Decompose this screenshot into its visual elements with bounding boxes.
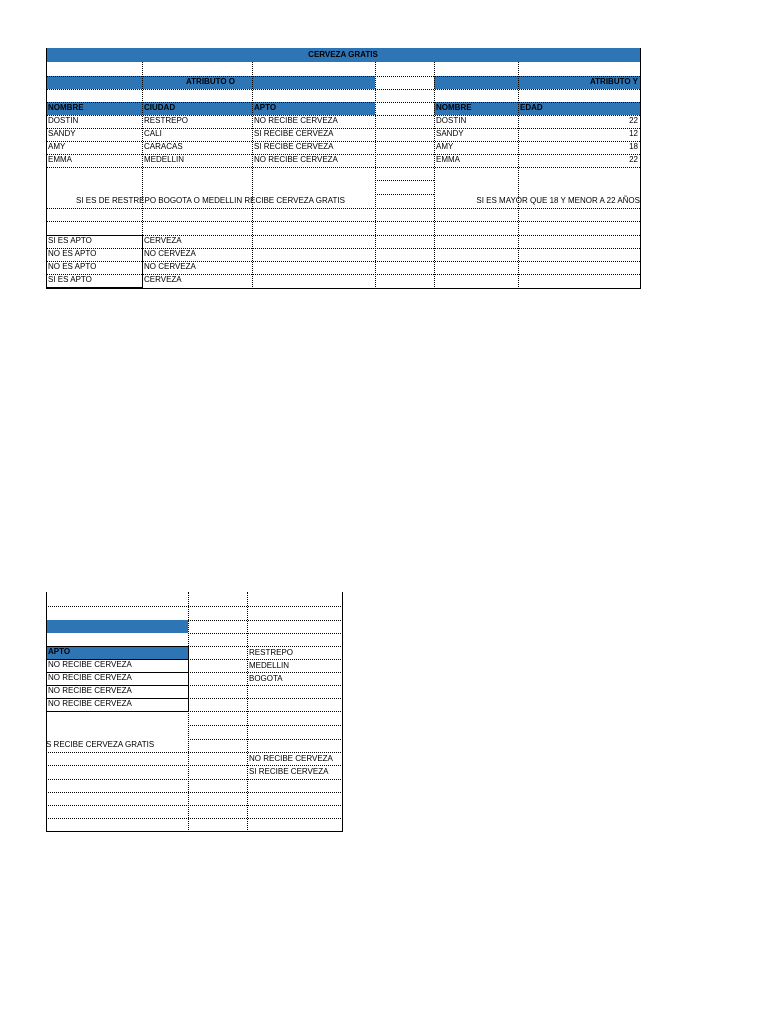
result-cerveza[interactable]: NO CERVEZA — [144, 249, 196, 258]
header-nombre-right[interactable]: NOMBRE — [434, 102, 518, 115]
sheet-page-1 — [46, 48, 640, 289]
result-cerveza[interactable]: CERVEZA — [144, 236, 182, 245]
note-left[interactable]: SI ES DE RESTREPO BOGOTA O MEDELLIN RECIBE CERVEZA GRATIS — [76, 196, 345, 205]
cell-nombre[interactable]: DOSTIN — [48, 116, 79, 125]
cell-apto[interactable]: NO RECIBE CERVEZA — [254, 155, 338, 164]
cell-apto[interactable]: NO RECIBE CERVEZA — [254, 116, 338, 125]
result-apto[interactable]: NO ES APTO — [48, 262, 97, 271]
sheet-border-right — [640, 48, 641, 289]
sheet-border-bottom — [46, 288, 640, 289]
row-line — [46, 752, 343, 753]
title-cell[interactable]: CERVEZA GRATIS — [46, 48, 640, 62]
row-line — [188, 685, 343, 686]
atributo-y-header[interactable]: ATRIBUTO Y — [434, 76, 640, 89]
cell-apto-2[interactable]: NO RECIBE CERVEZA — [48, 673, 132, 682]
row-line — [46, 141, 640, 142]
cell-edad[interactable]: 22 — [629, 155, 638, 164]
apto-box — [46, 646, 189, 712]
cell-apto-2[interactable]: NO RECIBE CERVEZA — [48, 660, 132, 669]
cell-ciudad[interactable]: CARACAS — [144, 142, 183, 151]
row-line — [46, 89, 640, 90]
result-apto[interactable]: NO ES APTO — [48, 249, 97, 258]
row-line — [46, 779, 343, 780]
col-line — [188, 592, 189, 832]
result-cerveza[interactable]: NO CERVEZA — [144, 262, 196, 271]
col-line — [518, 62, 519, 289]
sheet-page-2 — [46, 592, 343, 832]
cell-edad[interactable]: 12 — [629, 129, 638, 138]
apto-row-sep — [46, 698, 188, 699]
row-line — [46, 805, 343, 806]
cell-nombre[interactable]: SANDY — [48, 129, 76, 138]
row-line — [188, 739, 343, 740]
note-fragment[interactable]: S RECIBE CERVEZA GRATIS — [46, 740, 155, 749]
col-line — [434, 62, 435, 289]
city-item[interactable]: MEDELLIN — [249, 661, 290, 670]
cell-apto[interactable]: SI RECIBE CERVEZA — [254, 142, 334, 151]
cell-apto-2[interactable]: NO RECIBE CERVEZA — [48, 686, 132, 695]
row-line — [46, 818, 343, 819]
cell-edad[interactable]: 22 — [629, 116, 638, 125]
row-line — [46, 128, 640, 129]
apto-row-sep — [46, 659, 188, 660]
cell-edad[interactable]: 18 — [629, 142, 638, 151]
result-apto[interactable]: SI ES APTO — [48, 275, 92, 284]
col-line — [375, 62, 376, 289]
atributo-o-header[interactable]: ATRIBUTO O — [46, 76, 375, 89]
cell-apto[interactable]: SI RECIBE CERVEZA — [254, 129, 334, 138]
row-line — [46, 115, 640, 116]
row-line — [188, 725, 343, 726]
row-line — [46, 154, 640, 155]
header-fill — [46, 620, 188, 633]
cell-nombre-right[interactable]: AMY — [436, 142, 454, 151]
row-line — [46, 792, 343, 793]
city-item[interactable]: RESTREPO — [249, 648, 294, 657]
option-item[interactable]: NO RECIBE CERVEZA — [249, 754, 333, 763]
cell-nombre-right[interactable]: DOSTIN — [436, 116, 467, 125]
row-line — [46, 765, 343, 766]
sheet-border-left — [46, 592, 47, 832]
header-ciudad[interactable]: CIUDAD — [142, 102, 252, 115]
note-right[interactable]: SI ES MAYOR QUE 18 Y MENOR A 22 AÑOS — [476, 196, 640, 205]
sheet-border-bottom — [46, 831, 343, 832]
row-line — [188, 711, 343, 712]
header-apto-2[interactable]: APTO — [46, 646, 188, 659]
option-item[interactable]: SI RECIBE CERVEZA — [249, 767, 329, 776]
city-item[interactable]: BOGOTA — [249, 674, 283, 683]
cell-nombre-right[interactable]: SANDY — [436, 129, 464, 138]
apto-row-sep — [46, 672, 188, 673]
row-line — [46, 167, 640, 168]
row-line — [375, 194, 434, 195]
header-apto[interactable]: APTO — [252, 102, 375, 115]
col-line — [247, 592, 248, 832]
result-apto[interactable]: SI ES APTO — [48, 236, 92, 245]
row-line — [46, 76, 640, 77]
row-line — [188, 620, 343, 621]
cell-ciudad[interactable]: RESTREPO — [144, 116, 189, 125]
cell-nombre[interactable]: EMMA — [48, 155, 72, 164]
cell-apto-2[interactable]: NO RECIBE CERVEZA — [48, 699, 132, 708]
cell-nombre-right[interactable]: EMMA — [436, 155, 460, 164]
row-line — [188, 698, 343, 699]
row-line — [188, 672, 343, 673]
row-line — [46, 102, 640, 103]
row-line — [46, 606, 343, 607]
row-line — [188, 659, 343, 660]
row-line — [46, 208, 640, 209]
row-line — [46, 221, 640, 222]
row-line — [375, 180, 434, 181]
sheet-border-right — [342, 592, 343, 832]
row-line — [188, 633, 343, 634]
result-cerveza[interactable]: CERVEZA — [144, 275, 182, 284]
header-nombre-left[interactable]: NOMBRE — [46, 102, 142, 115]
cell-ciudad[interactable]: CALI — [144, 129, 162, 138]
header-edad[interactable]: EDAD — [518, 102, 640, 115]
results-box — [46, 235, 143, 288]
cell-ciudad[interactable]: MEDELLIN — [144, 155, 185, 164]
cell-nombre[interactable]: AMY — [48, 142, 66, 151]
apto-row-sep — [46, 685, 188, 686]
col-line — [252, 62, 253, 289]
